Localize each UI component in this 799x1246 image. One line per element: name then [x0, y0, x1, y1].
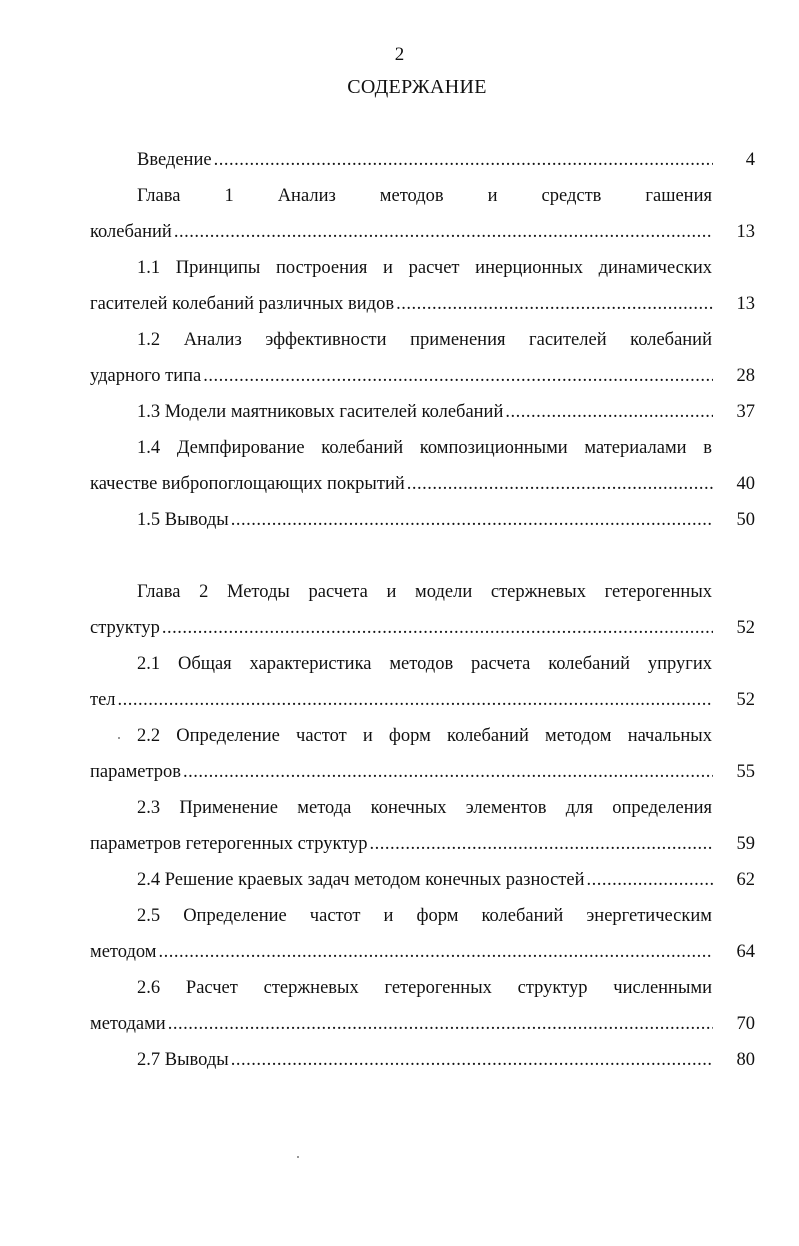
toc-entry-2-3-line1: 2.3 Применение метода конечных элементов для определения — [137, 797, 712, 818]
toc-page-number: 13 — [736, 221, 755, 242]
scan-speck — [297, 1156, 299, 1158]
table-of-contents — [90, 142, 755, 1078]
toc-page-number: 37 — [736, 401, 755, 422]
toc-entry-2-5-line1: 2.5 Определение частот и форм колебаний энергетическим — [137, 905, 712, 926]
toc-entry-text: 2.4 Решение краевых задач методом конечных разностей — [137, 869, 585, 890]
toc-entry-chapter-1 — [90, 214, 755, 250]
toc-entry-text: параметров гетерогенных структур — [90, 833, 368, 854]
toc-entry-text: методами — [90, 1013, 166, 1034]
toc-entry-2-6-line1: 2.6 Расчет стержневых гетерогенных структур численными — [137, 977, 712, 998]
toc-entry-text: параметров — [90, 761, 182, 782]
leader-dots — [118, 690, 713, 711]
leader-dots — [370, 834, 713, 855]
leader-dots — [159, 942, 714, 963]
toc-entry-1-1 — [90, 286, 755, 322]
toc-entry-text: 2.7 Выводы — [137, 1049, 229, 1070]
toc-entry-1-4-line1: 1.4 Демпфирование колебаний композиционными материалами в — [137, 437, 712, 458]
toc-entry-chapter-2-line1: Глава 2 Методы расчета и модели стержневых гетерогенных — [137, 581, 712, 602]
leader-dots — [231, 1050, 713, 1071]
toc-entry-text: структур — [90, 617, 160, 638]
toc-entry-text: качестве вибропоглощающих покрытий — [90, 473, 405, 494]
toc-entry-1-1-line1: 1.1 Принципы построения и расчет инерционных динамических — [137, 257, 712, 278]
toc-entry-intro — [90, 142, 755, 178]
toc-entry-text: тел — [90, 689, 116, 710]
toc-entry-text: гасителей колебаний различных видов — [90, 293, 395, 314]
toc-entry-2-5 — [90, 934, 755, 970]
leader-dots — [162, 618, 713, 639]
toc-page-number: 70 — [736, 1013, 755, 1034]
toc-page-number: 80 — [736, 1049, 755, 1070]
leader-dots — [214, 150, 713, 171]
leader-dots — [505, 402, 713, 423]
toc-entry-chapter-1-line1: Глава 1 Анализ методов и средств гашения — [137, 185, 712, 206]
toc-entry-text: колебаний — [90, 221, 172, 242]
toc-entry-text: ударного типа — [90, 365, 202, 386]
page-number: 2 — [394, 44, 405, 65]
toc-page-number: 52 — [736, 617, 755, 638]
toc-page-number: 50 — [736, 509, 755, 530]
toc-page-number: 4 — [745, 149, 755, 170]
toc-entry-text: 1.3 Модели маятниковых гасителей колебаний — [137, 401, 504, 422]
toc-entry-1-4 — [90, 466, 755, 502]
toc-entry-2-1 — [90, 682, 755, 718]
toc-entry-2-3 — [90, 826, 755, 862]
leader-dots — [183, 762, 713, 783]
toc-entry-2-7 — [90, 1042, 755, 1078]
toc-page-number: 64 — [736, 941, 755, 962]
leader-dots — [168, 1014, 713, 1035]
page-title: СОДЕРЖАНИЕ — [347, 76, 487, 98]
toc-page-number: 59 — [736, 833, 755, 854]
toc-entry-2-2 — [90, 754, 755, 790]
scan-speck — [118, 737, 120, 739]
toc-page-number: 62 — [736, 869, 755, 890]
toc-entry-text: методом — [90, 941, 157, 962]
toc-entry-1-5 — [90, 502, 755, 538]
toc-entry-1-2-line1: 1.2 Анализ эффективности применения гасителей колебаний — [137, 329, 712, 350]
toc-page-number: 28 — [736, 365, 755, 386]
leader-dots — [587, 870, 714, 891]
section-gap — [90, 538, 755, 574]
toc-page-number: 55 — [736, 761, 755, 782]
toc-page-number: 13 — [736, 293, 755, 314]
toc-entry-2-2-line1: 2.2 Определение частот и форм колебаний методом начальных — [137, 725, 712, 746]
toc-entry-2-1-line1: 2.1 Общая характеристика методов расчета колебаний упругих — [137, 653, 712, 674]
toc-page-number: 52 — [736, 689, 755, 710]
toc-entry-text: Введение — [137, 149, 212, 170]
toc-entry-chapter-2 — [90, 610, 755, 646]
toc-entry-2-6 — [90, 1006, 755, 1042]
leader-dots — [396, 294, 713, 315]
toc-entry-text: 1.5 Выводы — [137, 509, 229, 530]
toc-entry-1-2 — [90, 358, 755, 394]
toc-entry-1-3 — [90, 394, 755, 430]
leader-dots — [407, 474, 713, 495]
leader-dots — [231, 510, 713, 531]
toc-entry-2-4 — [90, 862, 755, 898]
leader-dots — [203, 366, 713, 387]
toc-page-number: 40 — [736, 473, 755, 494]
leader-dots — [174, 222, 713, 243]
